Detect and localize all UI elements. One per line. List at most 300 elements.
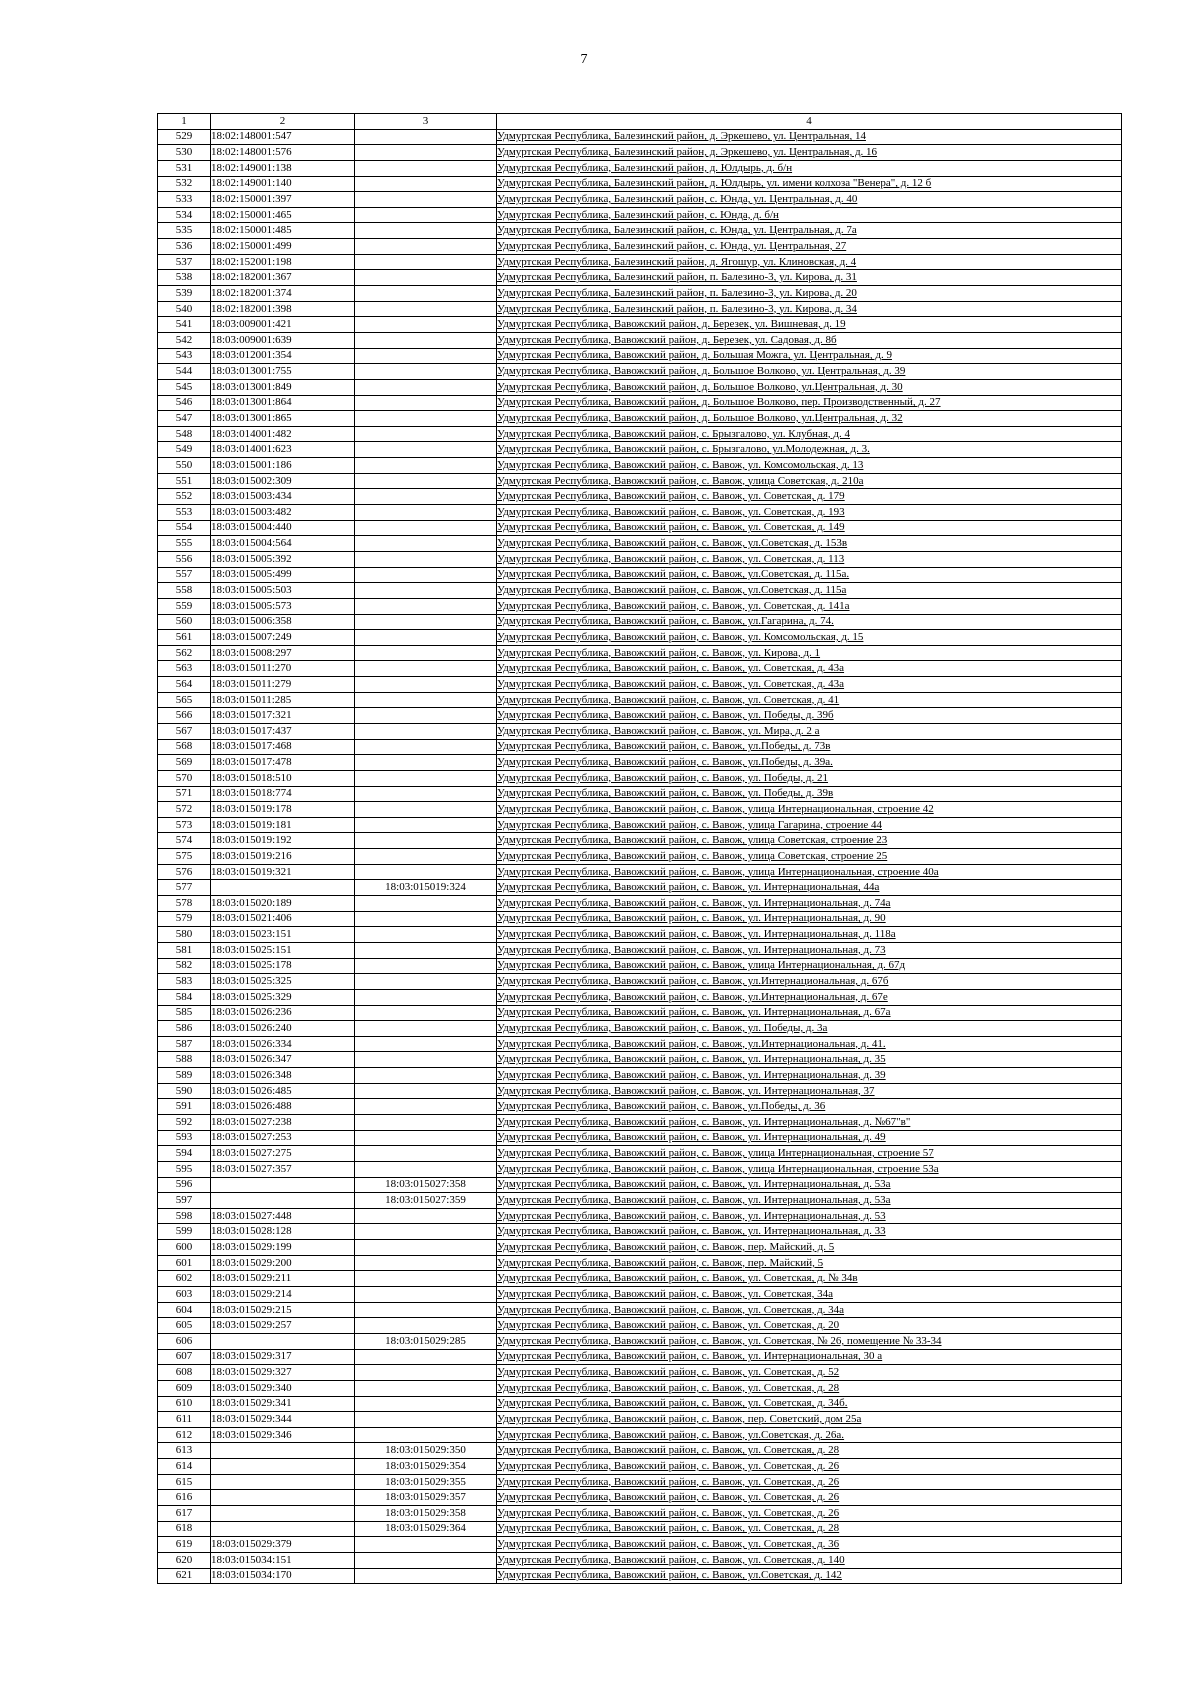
row-number-cell: 567 — [158, 723, 211, 739]
address-cell: Удмуртская Республика, Вавожский район, с. Вавож, улица Советская, строение 25 — [497, 849, 1122, 865]
table-row — [158, 1396, 1122, 1412]
address-cell: Удмуртская Республика, Вавожский район, с. Вавож, ул. Советская, д. 193 — [497, 505, 1122, 521]
cadastral-number-cell: 18:02:148001:547 — [211, 129, 355, 145]
cadastral-number-cell — [211, 1474, 355, 1490]
table-row — [158, 755, 1122, 771]
cadastral-number-premises-cell — [355, 1396, 497, 1412]
cadastral-number-cell: 18:03:015029:199 — [211, 1240, 355, 1256]
cadastral-number-premises-cell — [355, 286, 497, 302]
address-cell: Удмуртская Республика, Балезинский район, д. Юлдырь, д. б/н — [497, 160, 1122, 176]
row-number-cell: 549 — [158, 442, 211, 458]
row-number-cell: 596 — [158, 1177, 211, 1193]
cadastral-number-cell: 18:03:015026:334 — [211, 1036, 355, 1052]
cadastral-number-premises-cell — [355, 911, 497, 927]
table-row — [158, 989, 1122, 1005]
table-row — [158, 692, 1122, 708]
address-cell: Удмуртская Республика, Вавожский район, с. Вавож, улица Интернациональная, строение 57 — [497, 1146, 1122, 1162]
cadastral-number-cell: 18:03:015020:189 — [211, 896, 355, 912]
row-number-cell: 618 — [158, 1521, 211, 1537]
cadastral-number-premises-cell — [355, 739, 497, 755]
address-cell: Удмуртская Республика, Вавожский район, с. Вавож, ул.Советская, д. 115а. — [497, 567, 1122, 583]
cadastral-number-premises-cell: 18:03:015029:358 — [355, 1506, 497, 1522]
cadastral-number-premises-cell — [355, 567, 497, 583]
row-number-cell: 586 — [158, 1021, 211, 1037]
cadastral-number-premises-cell — [355, 770, 497, 786]
cadastral-number-cell: 18:03:015019:178 — [211, 802, 355, 818]
row-number-cell: 535 — [158, 223, 211, 239]
cadastral-number-premises-cell — [355, 145, 497, 161]
cadastral-number-premises-cell — [355, 551, 497, 567]
table-row — [158, 129, 1122, 145]
table-row — [158, 379, 1122, 395]
cadastral-number-premises-cell — [355, 192, 497, 208]
cadastral-number-premises-cell: 18:03:015029:355 — [355, 1474, 497, 1490]
address-cell: Удмуртская Республика, Вавожский район, с. Вавож, ул. Мира, д. 2 а — [497, 723, 1122, 739]
cadastral-number-cell: 18:03:015002:309 — [211, 473, 355, 489]
table-row — [158, 239, 1122, 255]
row-number-cell: 531 — [158, 160, 211, 176]
cadastral-number-cell: 18:03:015007:249 — [211, 630, 355, 646]
address-cell: Удмуртская Республика, Вавожский район, с. Вавож, ул. Интернациональная, д. 53а — [497, 1177, 1122, 1193]
row-number-cell: 533 — [158, 192, 211, 208]
cadastral-number-premises-cell — [355, 942, 497, 958]
table-row — [158, 395, 1122, 411]
table-row — [158, 1068, 1122, 1084]
table-row — [158, 411, 1122, 427]
cadastral-number-cell — [211, 1193, 355, 1209]
row-number-cell: 529 — [158, 129, 211, 145]
row-number-cell: 602 — [158, 1271, 211, 1287]
cadastral-number-premises-cell — [355, 254, 497, 270]
cadastral-number-cell: 18:03:015023:151 — [211, 927, 355, 943]
row-number-cell: 546 — [158, 395, 211, 411]
cadastral-number-cell: 18:03:015026:236 — [211, 1005, 355, 1021]
cadastral-number-cell: 18:03:015005:499 — [211, 567, 355, 583]
cadastral-number-cell: 18:03:015027:275 — [211, 1146, 355, 1162]
row-number-cell: 557 — [158, 567, 211, 583]
row-number-cell: 599 — [158, 1224, 211, 1240]
table-row — [158, 849, 1122, 865]
address-cell: Удмуртская Республика, Балезинский район, д. Ягошур, ул. Клиновская, д. 4 — [497, 254, 1122, 270]
address-cell: Удмуртская Республика, Вавожский район, с. Вавож, ул. Советская, д. 34а — [497, 1302, 1122, 1318]
cadastral-number-cell: 18:03:015005:392 — [211, 551, 355, 567]
row-number-cell: 565 — [158, 692, 211, 708]
row-number-cell: 563 — [158, 661, 211, 677]
address-cell: Удмуртская Республика, Вавожский район, с. Вавож, ул. Советская, д. № 34в — [497, 1271, 1122, 1287]
row-number-cell: 566 — [158, 708, 211, 724]
cadastral-number-cell: 18:02:150001:499 — [211, 239, 355, 255]
row-number-cell: 614 — [158, 1459, 211, 1475]
cadastral-number-premises-cell — [355, 833, 497, 849]
address-cell: Удмуртская Республика, Вавожский район, с. Вавож, ул. Победы, д. 39в — [497, 786, 1122, 802]
table-row — [158, 896, 1122, 912]
cadastral-number-premises-cell — [355, 1318, 497, 1334]
address-cell: Удмуртская Республика, Балезинский район, д. Эркешево, ул. Центральная, 14 — [497, 129, 1122, 145]
row-number-cell: 611 — [158, 1412, 211, 1428]
cadastral-number-premises-cell — [355, 614, 497, 630]
column-header: 4 — [497, 114, 1122, 130]
address-cell: Удмуртская Республика, Вавожский район, с. Вавож, ул. Советская, д. 28 — [497, 1443, 1122, 1459]
cadastral-number-cell: 18:03:015029:340 — [211, 1380, 355, 1396]
address-cell: Удмуртская Республика, Вавожский район, с. Вавож, ул. Советская, № 26, помещение № 33-34 — [497, 1333, 1122, 1349]
cadastral-number-cell: 18:03:015029:200 — [211, 1255, 355, 1271]
address-cell: Удмуртская Республика, Вавожский район, с. Вавож, ул. Интернациональная, д. №67"в" — [497, 1115, 1122, 1131]
table-row — [158, 942, 1122, 958]
table-row — [158, 1255, 1122, 1271]
table-row — [158, 677, 1122, 693]
table-row — [158, 254, 1122, 270]
table-row — [158, 458, 1122, 474]
cadastral-number-premises-cell — [355, 129, 497, 145]
cadastral-number-cell: 18:03:015029:327 — [211, 1365, 355, 1381]
address-cell: Удмуртская Республика, Балезинский район, с. Юнда, ул. Центральная, д. 40 — [497, 192, 1122, 208]
row-number-cell: 550 — [158, 458, 211, 474]
address-cell: Удмуртская Республика, Вавожский район, с. Вавож, ул. Советская, д. 43а — [497, 677, 1122, 693]
table-row — [158, 332, 1122, 348]
cadastral-number-premises-cell — [355, 864, 497, 880]
cadastral-number-premises-cell: 18:03:015029:357 — [355, 1490, 497, 1506]
address-cell: Удмуртская Республика, Вавожский район, с. Вавож, ул. Интернациональная, 44а — [497, 880, 1122, 896]
cadastral-number-premises-cell — [355, 958, 497, 974]
table-row — [158, 505, 1122, 521]
address-cell: Удмуртская Республика, Вавожский район, с. Вавож, ул. Советская, д. 26 — [497, 1490, 1122, 1506]
cadastral-number-cell: 18:03:013001:755 — [211, 364, 355, 380]
row-number-cell: 539 — [158, 286, 211, 302]
row-number-cell: 562 — [158, 645, 211, 661]
cadastral-number-cell: 18:03:015026:240 — [211, 1021, 355, 1037]
table-row — [158, 270, 1122, 286]
table-row — [158, 958, 1122, 974]
table-row — [158, 301, 1122, 317]
cadastral-number-premises-cell — [355, 1302, 497, 1318]
row-number-cell: 588 — [158, 1052, 211, 1068]
row-number-cell: 589 — [158, 1068, 211, 1084]
table-row — [158, 551, 1122, 567]
row-number-cell: 547 — [158, 411, 211, 427]
cadastral-number-premises-cell — [355, 379, 497, 395]
cadastral-number-premises-cell — [355, 817, 497, 833]
cadastral-number-cell: 18:03:015001:186 — [211, 458, 355, 474]
address-cell: Удмуртская Республика, Вавожский район, с. Вавож, ул. Советская, д. 179 — [497, 489, 1122, 505]
cadastral-number-cell: 18:02:150001:485 — [211, 223, 355, 239]
row-number-cell: 553 — [158, 505, 211, 521]
row-number-cell: 569 — [158, 755, 211, 771]
cadastral-number-premises-cell — [355, 1349, 497, 1365]
row-number-cell: 590 — [158, 1083, 211, 1099]
row-number-cell: 551 — [158, 473, 211, 489]
table-row — [158, 1474, 1122, 1490]
table-row — [158, 661, 1122, 677]
address-cell: Удмуртская Республика, Вавожский район, д. Большая Можга, ул. Центральная, д. 9 — [497, 348, 1122, 364]
address-cell: Удмуртская Республика, Вавожский район, с. Вавож, ул. Советская, д. 20 — [497, 1318, 1122, 1334]
cadastral-number-cell: 18:03:015026:348 — [211, 1068, 355, 1084]
table-row — [158, 364, 1122, 380]
table-row — [158, 1083, 1122, 1099]
address-cell: Удмуртская Республика, Вавожский район, с. Вавож, ул. Советская, д. 28 — [497, 1380, 1122, 1396]
cadastral-number-premises-cell — [355, 1412, 497, 1428]
row-number-cell: 595 — [158, 1161, 211, 1177]
table-row — [158, 802, 1122, 818]
address-cell: Удмуртская Республика, Вавожский район, д. Березек, ул. Вишневая, д. 19 — [497, 317, 1122, 333]
table-row — [158, 1177, 1122, 1193]
row-number-cell: 607 — [158, 1349, 211, 1365]
address-cell: Удмуртская Республика, Вавожский район, с. Вавож, пер. Майский, д. 5 — [497, 1240, 1122, 1256]
cadastral-number-cell: 18:03:015019:192 — [211, 833, 355, 849]
header-row — [158, 114, 1122, 130]
cadastral-number-premises-cell — [355, 301, 497, 317]
table-row — [158, 1224, 1122, 1240]
cadastral-number-premises-cell: 18:03:015029:364 — [355, 1521, 497, 1537]
table-row — [158, 1240, 1122, 1256]
cadastral-number-cell — [211, 1490, 355, 1506]
cadastral-number-cell: 18:03:013001:865 — [211, 411, 355, 427]
cadastral-number-premises-cell — [355, 1240, 497, 1256]
cadastral-number-cell: 18:02:149001:140 — [211, 176, 355, 192]
table-row — [158, 286, 1122, 302]
cadastral-number-premises-cell — [355, 1427, 497, 1443]
cadastral-number-cell: 18:02:148001:576 — [211, 145, 355, 161]
cadastral-number-premises-cell — [355, 989, 497, 1005]
cadastral-number-cell — [211, 1333, 355, 1349]
cadastral-number-cell — [211, 1459, 355, 1475]
row-number-cell: 603 — [158, 1287, 211, 1303]
address-cell: Удмуртская Республика, Вавожский район, с. Вавож, ул.Советская, д. 153в — [497, 536, 1122, 552]
cadastral-number-cell: 18:03:015029:346 — [211, 1427, 355, 1443]
column-header: 1 — [158, 114, 211, 130]
cadastral-number-cell: 18:03:015008:297 — [211, 645, 355, 661]
cadastral-number-premises-cell — [355, 1161, 497, 1177]
cadastral-number-cell: 18:03:015017:437 — [211, 723, 355, 739]
cadastral-number-cell: 18:03:015018:774 — [211, 786, 355, 802]
cadastral-number-premises-cell — [355, 536, 497, 552]
cadastral-number-premises-cell — [355, 1068, 497, 1084]
cadastral-number-premises-cell — [355, 1224, 497, 1240]
row-number-cell: 558 — [158, 583, 211, 599]
table-row — [158, 1365, 1122, 1381]
cadastral-number-cell: 18:03:015025:325 — [211, 974, 355, 990]
row-number-cell: 615 — [158, 1474, 211, 1490]
cadastral-number-cell: 18:03:015029:215 — [211, 1302, 355, 1318]
cadastral-number-cell — [211, 1443, 355, 1459]
registry-table — [157, 113, 1122, 1584]
table-row — [158, 1287, 1122, 1303]
cadastral-number-cell: 18:03:015034:170 — [211, 1568, 355, 1584]
row-number-cell: 576 — [158, 864, 211, 880]
table-row — [158, 1568, 1122, 1584]
row-number-cell: 587 — [158, 1036, 211, 1052]
address-cell: Удмуртская Республика, Вавожский район, с. Вавож, ул. Интернациональная, д. 35 — [497, 1052, 1122, 1068]
row-number-cell: 572 — [158, 802, 211, 818]
cadastral-number-cell: 18:03:015005:503 — [211, 583, 355, 599]
address-cell: Удмуртская Республика, Вавожский район, с. Вавож, улица Советская, строение 23 — [497, 833, 1122, 849]
table-row — [158, 223, 1122, 239]
cadastral-number-cell: 18:03:015006:358 — [211, 614, 355, 630]
row-number-cell: 560 — [158, 614, 211, 630]
table-row — [158, 489, 1122, 505]
address-cell: Удмуртская Республика, Вавожский район, с. Вавож, ул.Советская, д. 142 — [497, 1568, 1122, 1584]
table-row — [158, 927, 1122, 943]
table-row — [158, 1380, 1122, 1396]
address-cell: Удмуртская Республика, Балезинский район, д. Юлдырь, ул. имени колхоза "Венера", д. 12 б — [497, 176, 1122, 192]
cadastral-number-cell — [211, 880, 355, 896]
row-number-cell: 556 — [158, 551, 211, 567]
table-row — [158, 1490, 1122, 1506]
address-cell: Удмуртская Республика, Вавожский район, с. Вавож, ул. Советская, 34а — [497, 1287, 1122, 1303]
table-row — [158, 708, 1122, 724]
address-cell: Удмуртская Республика, Вавожский район, с. Вавож, ул.Интернациональная, д. 67е — [497, 989, 1122, 1005]
row-number-cell: 570 — [158, 770, 211, 786]
cadastral-number-premises-cell — [355, 176, 497, 192]
cadastral-number-cell: 18:03:015027:238 — [211, 1115, 355, 1131]
table-row — [158, 786, 1122, 802]
row-number-cell: 604 — [158, 1302, 211, 1318]
table-row — [158, 974, 1122, 990]
cadastral-number-cell — [211, 1506, 355, 1522]
cadastral-number-premises-cell — [355, 489, 497, 505]
cadastral-number-premises-cell — [355, 1380, 497, 1396]
row-number-cell: 536 — [158, 239, 211, 255]
row-number-cell: 561 — [158, 630, 211, 646]
cadastral-number-cell: 18:03:015004:564 — [211, 536, 355, 552]
cadastral-number-cell: 18:03:015029:344 — [211, 1412, 355, 1428]
table-row — [158, 567, 1122, 583]
cadastral-number-cell: 18:03:015026:485 — [211, 1083, 355, 1099]
address-cell: Удмуртская Республика, Вавожский район, с. Вавож, ул. Интернациональная, 37 — [497, 1083, 1122, 1099]
cadastral-number-cell: 18:03:015027:253 — [211, 1130, 355, 1146]
table-row — [158, 536, 1122, 552]
cadastral-number-cell: 18:03:015027:357 — [211, 1161, 355, 1177]
cadastral-number-premises-cell — [355, 520, 497, 536]
address-cell: Удмуртская Республика, Вавожский район, д. Березек, ул. Садовая, д. 8б — [497, 332, 1122, 348]
address-cell: Удмуртская Республика, Вавожский район, с. Вавож, ул. Советская, д. 149 — [497, 520, 1122, 536]
cadastral-number-cell: 18:03:015025:178 — [211, 958, 355, 974]
table-row — [158, 614, 1122, 630]
row-number-cell: 537 — [158, 254, 211, 270]
cadastral-number-cell: 18:03:015017:321 — [211, 708, 355, 724]
table-body — [158, 129, 1122, 1584]
address-cell: Удмуртская Республика, Вавожский район, с. Вавож, ул. Интернациональная, д. 53 — [497, 1208, 1122, 1224]
table-row — [158, 520, 1122, 536]
address-cell: Удмуртская Республика, Балезинский район, п. Балезино-3, ул. Кирова, д. 34 — [497, 301, 1122, 317]
cadastral-number-premises-cell — [355, 1146, 497, 1162]
cadastral-number-premises-cell — [355, 270, 497, 286]
row-number-cell: 575 — [158, 849, 211, 865]
row-number-cell: 543 — [158, 348, 211, 364]
cadastral-number-premises-cell — [355, 160, 497, 176]
cadastral-number-premises-cell — [355, 239, 497, 255]
table-row — [158, 1130, 1122, 1146]
address-cell: Удмуртская Республика, Вавожский район, с. Брызгалово, ул. Клубная, д. 4 — [497, 426, 1122, 442]
table-row — [158, 1349, 1122, 1365]
cadastral-number-cell: 18:02:150001:465 — [211, 207, 355, 223]
table-row — [158, 442, 1122, 458]
row-number-cell: 610 — [158, 1396, 211, 1412]
row-number-cell: 545 — [158, 379, 211, 395]
cadastral-number-cell: 18:03:015029:214 — [211, 1287, 355, 1303]
cadastral-number-premises-cell — [355, 1287, 497, 1303]
table-row — [158, 1115, 1122, 1131]
row-number-cell: 584 — [158, 989, 211, 1005]
cadastral-number-premises-cell — [355, 1099, 497, 1115]
cadastral-number-premises-cell — [355, 927, 497, 943]
cadastral-number-cell: 18:03:015011:270 — [211, 661, 355, 677]
row-number-cell: 613 — [158, 1443, 211, 1459]
cadastral-number-premises-cell — [355, 1537, 497, 1553]
row-number-cell: 585 — [158, 1005, 211, 1021]
page-number: 7 — [580, 52, 588, 67]
address-cell: Удмуртская Республика, Вавожский район, с. Вавож, ул. Интернациональная, д. 90 — [497, 911, 1122, 927]
row-number-cell: 606 — [158, 1333, 211, 1349]
address-cell: Удмуртская Республика, Балезинский район, с. Юнда, ул. Центральная, 27 — [497, 239, 1122, 255]
cadastral-number-cell: 18:03:015029:379 — [211, 1537, 355, 1553]
table-row — [158, 1271, 1122, 1287]
address-cell: Удмуртская Республика, Вавожский район, с. Вавож, ул.Советская, д. 26а. — [497, 1427, 1122, 1443]
address-cell: Удмуртская Республика, Вавожский район, с. Вавож, ул. Советская, д. 140 — [497, 1552, 1122, 1568]
column-header: 3 — [355, 114, 497, 130]
cadastral-number-premises-cell: 18:03:015029:285 — [355, 1333, 497, 1349]
address-cell: Удмуртская Республика, Вавожский район, д. Большое Волково, ул. Центральная, д. 39 — [497, 364, 1122, 380]
row-number-cell: 538 — [158, 270, 211, 286]
address-cell: Удмуртская Республика, Вавожский район, с. Вавож, ул.Советская, д. 115а — [497, 583, 1122, 599]
address-cell: Удмуртская Республика, Вавожский район, с. Вавож, улица Интернациональная, д. 67д — [497, 958, 1122, 974]
address-cell: Удмуртская Республика, Вавожский район, с. Вавож, ул. Комсомольская, д. 13 — [497, 458, 1122, 474]
cadastral-number-premises-cell — [355, 661, 497, 677]
cadastral-number-cell: 18:03:015005:573 — [211, 598, 355, 614]
cadastral-number-cell: 18:03:015004:440 — [211, 520, 355, 536]
cadastral-number-cell: 18:02:152001:198 — [211, 254, 355, 270]
table-row — [158, 1193, 1122, 1209]
cadastral-number-premises-cell — [355, 223, 497, 239]
address-cell: Удмуртская Республика, Вавожский район, с. Вавож, ул. Советская, д. 52 — [497, 1365, 1122, 1381]
address-cell: Удмуртская Республика, Вавожский район, с. Вавож, ул.Победы, д. 73в — [497, 739, 1122, 755]
cadastral-number-cell: 18:02:150001:397 — [211, 192, 355, 208]
table-row — [158, 1427, 1122, 1443]
row-number-cell: 605 — [158, 1318, 211, 1334]
cadastral-number-cell: 18:03:015026:488 — [211, 1099, 355, 1115]
address-cell: Удмуртская Республика, Вавожский район, с. Вавож, ул. Интернациональная, д. 73 — [497, 942, 1122, 958]
table-row — [158, 1005, 1122, 1021]
address-cell: Удмуртская Республика, Вавожский район, с. Вавож, ул. Советская, д. 34б. — [497, 1396, 1122, 1412]
row-number-cell: 582 — [158, 958, 211, 974]
row-number-cell: 574 — [158, 833, 211, 849]
table-row — [158, 1208, 1122, 1224]
table-row — [158, 911, 1122, 927]
cadastral-number-cell: 18:03:015019:181 — [211, 817, 355, 833]
address-cell: Удмуртская Республика, Балезинский район, с. Юнда, д. б/н — [497, 207, 1122, 223]
address-cell: Удмуртская Республика, Вавожский район, с. Вавож, ул. Советская, д. 113 — [497, 551, 1122, 567]
cadastral-number-premises-cell — [355, 1005, 497, 1021]
cadastral-number-premises-cell — [355, 207, 497, 223]
address-cell: Удмуртская Республика, Вавожский район, с. Вавож, ул. Комсомольская, д. 15 — [497, 630, 1122, 646]
table-row — [158, 348, 1122, 364]
row-number-cell: 532 — [158, 176, 211, 192]
cadastral-number-cell: 18:03:015025:151 — [211, 942, 355, 958]
cadastral-number-cell: 18:03:015011:285 — [211, 692, 355, 708]
cadastral-number-cell: 18:02:182001:367 — [211, 270, 355, 286]
cadastral-number-premises-cell — [355, 974, 497, 990]
cadastral-number-premises-cell: 18:03:015019:324 — [355, 880, 497, 896]
table-row — [158, 770, 1122, 786]
cadastral-number-cell: 18:03:015017:468 — [211, 739, 355, 755]
cadastral-number-premises-cell — [355, 332, 497, 348]
address-cell: Удмуртская Республика, Вавожский район, д. Большое Волково, ул.Центральная, д. 32 — [497, 411, 1122, 427]
table-row — [158, 1052, 1122, 1068]
table-row — [158, 1021, 1122, 1037]
row-number-cell: 540 — [158, 301, 211, 317]
cadastral-number-cell: 18:03:015027:448 — [211, 1208, 355, 1224]
table-row — [158, 1036, 1122, 1052]
cadastral-number-premises-cell — [355, 1255, 497, 1271]
